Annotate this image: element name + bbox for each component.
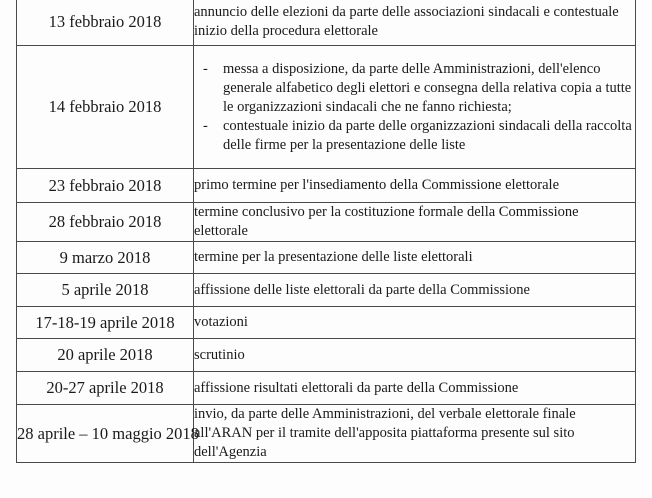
date-cell: 13 febbraio 2018 <box>17 0 194 46</box>
table-row <box>17 203 636 242</box>
list-item <box>198 60 635 117</box>
description-cell: affissione risultati elettorali da parte della Commissione <box>194 372 636 405</box>
description-cell: invio, da parte delle Amministrazioni, del verbale elettorale finale all'ARAN per il tramite dell'apposita piattaforma presente sul sito dell'Agenzia <box>194 405 636 463</box>
description-list <box>194 60 635 155</box>
date-cell: 17-18-19 aprile 2018 <box>17 307 194 339</box>
description-cell: scrutinio <box>194 339 636 372</box>
table-row <box>17 372 636 405</box>
table-row <box>17 242 636 274</box>
date-cell: 20-27 aprile 2018 <box>17 372 194 405</box>
date-cell: 9 marzo 2018 <box>17 242 194 274</box>
table-row <box>17 405 636 463</box>
date-cell: 14 febbraio 2018 <box>17 46 194 169</box>
description-cell: termine per la presentazione delle liste elettorali <box>194 242 636 274</box>
election-schedule-table <box>16 0 636 463</box>
description-cell: votazioni <box>194 307 636 339</box>
list-item-text: contestuale inizio da parte delle organizzazioni sindacali della raccolta delle firme per la presentazione delle liste <box>223 117 632 153</box>
description-cell: affissione delle liste elettorali da parte della Commissione <box>194 274 636 307</box>
date-cell: 20 aprile 2018 <box>17 339 194 372</box>
table-row <box>17 274 636 307</box>
list-item-text: messa a disposizione, da parte delle Amministrazioni, dell'elenco generale alfabetico degli elettori e consegna della relativa copia a tutte le organizzazioni sindacali che ne fanno richiesta; <box>223 60 632 115</box>
table-row <box>17 0 636 46</box>
list-item <box>198 117 635 155</box>
date-cell: 28 febbraio 2018 <box>17 203 194 242</box>
description-cell: annuncio delle elezioni da parte delle associazioni sindacali e contestuale inizio della procedura elettorale <box>194 0 636 46</box>
table-row <box>17 339 636 372</box>
date-cell: 28 aprile – 10 maggio 2018 <box>17 405 194 463</box>
table-row <box>17 307 636 339</box>
table-row <box>17 46 636 169</box>
description-cell: termine conclusivo per la costituzione formale della Commissione elettorale <box>194 203 636 242</box>
description-cell: primo termine per l'insediamento della Commissione elettorale <box>194 169 636 203</box>
date-cell: 23 febbraio 2018 <box>17 169 194 203</box>
dash-bullet: - <box>203 117 208 134</box>
description-cell <box>194 46 636 169</box>
dash-bullet: - <box>203 60 208 77</box>
table-row <box>17 169 636 203</box>
date-cell: 5 aprile 2018 <box>17 274 194 307</box>
